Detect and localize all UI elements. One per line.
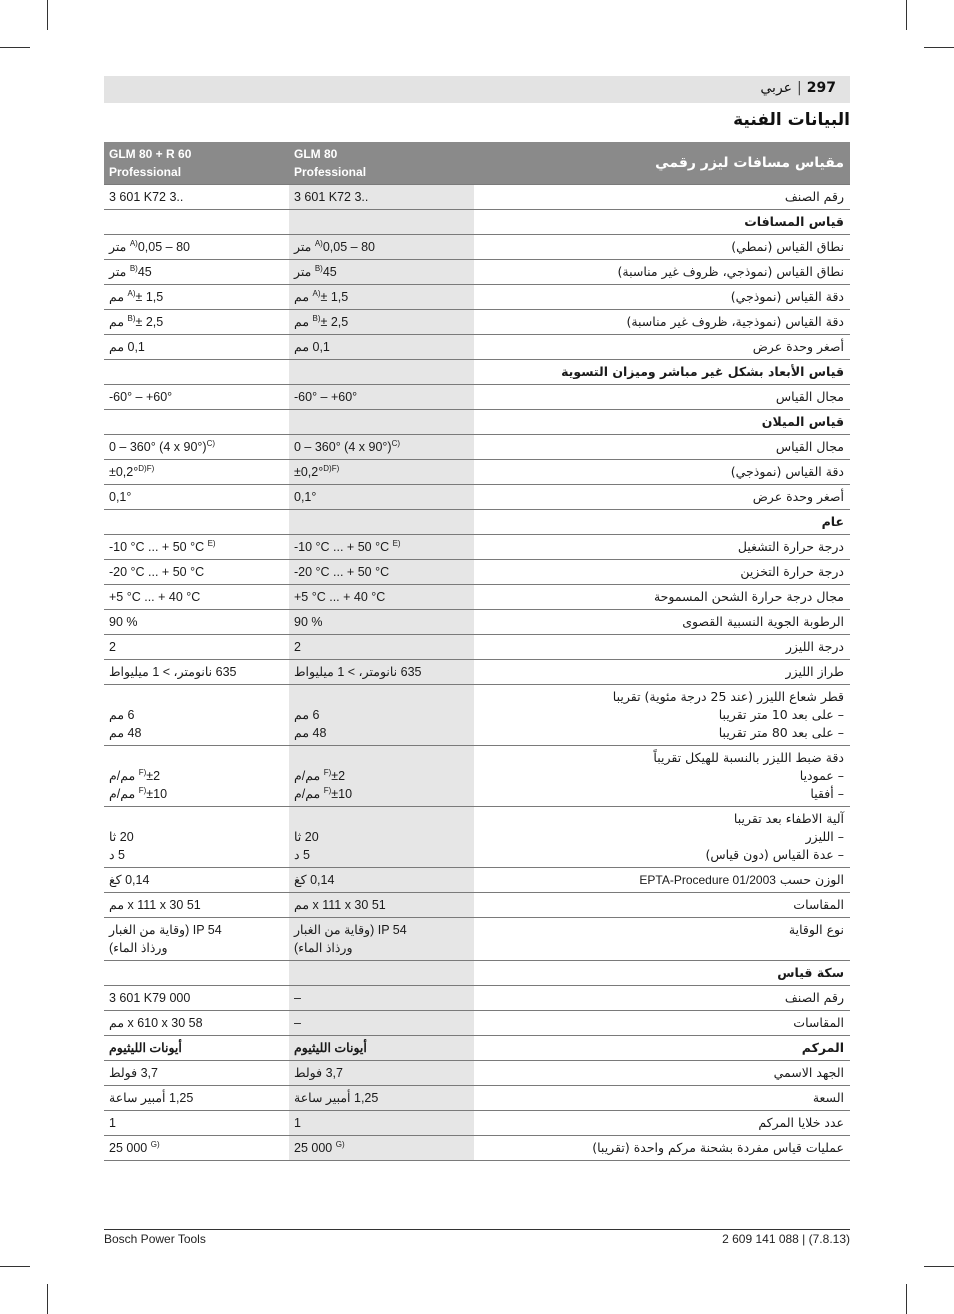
cell-b: $^{B)}$± 2,5 مم bbox=[289, 310, 474, 335]
row-label: دقة القياس (نموذجي) bbox=[474, 285, 850, 310]
row-label: أصغر وحدة عرض bbox=[474, 485, 850, 510]
section-title: قياس المسافات bbox=[474, 210, 850, 235]
cell-b: 0,1° bbox=[289, 485, 474, 510]
cell-b: ±0,2°$^{D)F)}$ bbox=[289, 460, 474, 485]
page-language: عربي bbox=[760, 80, 793, 96]
row-label: آلية الاطفاء بعد تقريبا – الليزر – عدة القياس (دون قياس) bbox=[474, 807, 850, 868]
cell-b: 20 ثا 5 د bbox=[289, 807, 474, 868]
cell-b: 51 x 111 x 30 مم bbox=[289, 893, 474, 918]
row-label: أصغر وحدة عرض bbox=[474, 335, 850, 360]
cell-a: 0 – 360° (4 x 90°)$^{C)}$ bbox=[104, 435, 289, 460]
table-row bbox=[104, 893, 850, 918]
table-row bbox=[104, 560, 850, 585]
section-title: قياس الميلان bbox=[474, 410, 850, 435]
page-number: 297 bbox=[806, 80, 836, 96]
cell-b: 635 نانومتر، > 1 ميليواط bbox=[289, 660, 474, 685]
table-row bbox=[104, 610, 850, 635]
cell-b: 25 000 $^{G)}$ bbox=[289, 1136, 474, 1161]
cell-a: 635 نانومتر، > 1 ميليواط bbox=[104, 660, 289, 685]
row-label: دقة ضبط الليزر بالنسبة للهيكل تقريباً – عموديا – أفقيا bbox=[474, 746, 850, 807]
row-label: الوزن حسب EPTA-Procedure 01/2003 bbox=[474, 868, 850, 893]
row-label: رقم الصنف bbox=[474, 986, 850, 1011]
table-row bbox=[104, 310, 850, 335]
table-row bbox=[104, 535, 850, 560]
section-row bbox=[104, 210, 850, 235]
cell-a: -10 °C ... + 50 °C $^{E)}$ bbox=[104, 535, 289, 560]
section-row bbox=[104, 360, 850, 385]
crop-mark bbox=[924, 47, 954, 48]
row-label: المركم bbox=[474, 1036, 850, 1061]
cell-a: أيونات الليثيوم bbox=[104, 1036, 289, 1061]
row-label: دقة القياس (نموذجي) bbox=[474, 460, 850, 485]
cell-b: $^{F)}$±2 مم/م $^{F)}$±10 مم/م bbox=[289, 746, 474, 807]
cell-a: $^{A)}$± 1,5 مم bbox=[104, 285, 289, 310]
row-label: درجة الليزر bbox=[474, 635, 850, 660]
table-row bbox=[104, 868, 850, 893]
col-a-header: GLM 80 + R 60 Professional bbox=[104, 142, 289, 185]
cell-a: 90 % bbox=[104, 610, 289, 635]
table-row bbox=[104, 185, 850, 210]
table-row bbox=[104, 1011, 850, 1036]
cell-b: أيونات الليثيوم bbox=[289, 1036, 474, 1061]
table-row bbox=[104, 986, 850, 1011]
cell-a: IP 54 (وقاية من الغبار ورذاذ الماء) bbox=[104, 918, 289, 961]
cell-b: 1,25 أمبير ساعة bbox=[289, 1086, 474, 1111]
table-row bbox=[104, 746, 850, 807]
section-title: قياس الأبعاد بشكل غير مباشر وميزان التسوية bbox=[474, 360, 850, 385]
table-row bbox=[104, 1036, 850, 1061]
footer-rule bbox=[104, 1229, 850, 1230]
row-label: دقة القياس (نموذجية، ظروف غير مناسبة) bbox=[474, 310, 850, 335]
cell-a: -60° – +60° bbox=[104, 385, 289, 410]
cell-a: 1,25 أمبير ساعة bbox=[104, 1086, 289, 1111]
cell-a: 6 مم 48 مم bbox=[104, 685, 289, 746]
table-row bbox=[104, 235, 850, 260]
cell-b: 0,1 مم bbox=[289, 335, 474, 360]
cell-a: 3 601 K79 000 bbox=[104, 986, 289, 1011]
cell-b: – bbox=[289, 986, 474, 1011]
table-row bbox=[104, 460, 850, 485]
cell-a: $^{F)}$±2 مم/م $^{F)}$±10 مم/م bbox=[104, 746, 289, 807]
cell-b: 1 bbox=[289, 1111, 474, 1136]
table-row bbox=[104, 435, 850, 460]
cell-a: 20 ثا 5 د bbox=[104, 807, 289, 868]
cell-a: 2 bbox=[104, 635, 289, 660]
table-row bbox=[104, 1111, 850, 1136]
row-label: طراز الليزر bbox=[474, 660, 850, 685]
row-label: رقم الصنف bbox=[474, 185, 850, 210]
section-row bbox=[104, 961, 850, 986]
crop-mark bbox=[47, 0, 48, 30]
row-label: نوع الوقاية bbox=[474, 918, 850, 961]
crop-mark bbox=[906, 0, 907, 30]
cell-a: $^{B)}$45 متر bbox=[104, 260, 289, 285]
cell-a: 3 601 K72 3.. bbox=[104, 185, 289, 210]
footer-doc-number: 2 609 141 088 | (7.8.13) bbox=[722, 1232, 850, 1246]
cell-b: -20 °C ... + 50 °C bbox=[289, 560, 474, 585]
cell-a: $^{B)}$± 2,5 مم bbox=[104, 310, 289, 335]
cell-a: 1 bbox=[104, 1111, 289, 1136]
cell-b: 0,14 كغ bbox=[289, 868, 474, 893]
table-row bbox=[104, 285, 850, 310]
cell-b: 6 مم 48 مم bbox=[289, 685, 474, 746]
table-row bbox=[104, 485, 850, 510]
table-row bbox=[104, 635, 850, 660]
row-label: درجة حرارة التخزين bbox=[474, 560, 850, 585]
row-label: نطاق القياس (نموذجي، ظروف غير مناسبة) bbox=[474, 260, 850, 285]
table-header-row bbox=[104, 142, 850, 185]
row-label: الجهد الاسمي bbox=[474, 1061, 850, 1086]
row-label: الرطوبة الجوية النسبية القصوى bbox=[474, 610, 850, 635]
row-label: نطاق القياس (نمطي) bbox=[474, 235, 850, 260]
footer-brand: Bosch Power Tools bbox=[104, 1232, 206, 1246]
cell-b: +5 °C ... + 40 °C bbox=[289, 585, 474, 610]
table-row bbox=[104, 1136, 850, 1161]
cell-a: -20 °C ... + 50 °C bbox=[104, 560, 289, 585]
table-row bbox=[104, 918, 850, 961]
table-row bbox=[104, 1061, 850, 1086]
cell-a: 25 000 $^{G)}$ bbox=[104, 1136, 289, 1161]
cell-b: $^{A)}$0,05 – 80 متر bbox=[289, 235, 474, 260]
section-title: سكة قياس bbox=[474, 961, 850, 986]
row-label: المقاسات bbox=[474, 1011, 850, 1036]
table-row bbox=[104, 260, 850, 285]
table-row bbox=[104, 335, 850, 360]
row-label: درجة حرارة التشغيل bbox=[474, 535, 850, 560]
table-row bbox=[104, 1086, 850, 1111]
cell-b: 0 – 360° (4 x 90°)$^{C)}$ bbox=[289, 435, 474, 460]
cell-b: – bbox=[289, 1011, 474, 1036]
crop-mark bbox=[906, 1284, 907, 1314]
crop-mark bbox=[47, 1284, 48, 1314]
header-text bbox=[760, 80, 836, 96]
cell-a: 3,7 فولط bbox=[104, 1061, 289, 1086]
cell-b: 2 bbox=[289, 635, 474, 660]
row-label: قطر شعاع الليزر (عند 25 درجة مئوية) تقريبا – على بعد 10 متر تقريبا – على بعد 80 متر تقريبا bbox=[474, 685, 850, 746]
cell-b: $^{A)}$± 1,5 مم bbox=[289, 285, 474, 310]
cell-b: $^{B)}$45 متر bbox=[289, 260, 474, 285]
cell-b: -10 °C ... + 50 °C $^{E)}$ bbox=[289, 535, 474, 560]
cell-a: 51 x 111 x 30 مم bbox=[104, 893, 289, 918]
header-separator: | bbox=[797, 80, 802, 96]
section-title: عام bbox=[474, 510, 850, 535]
cell-a: $^{A)}$0,05 – 80 متر bbox=[104, 235, 289, 260]
cell-a: 58 x 610 x 30 مم bbox=[104, 1011, 289, 1036]
section-row bbox=[104, 510, 850, 535]
cell-a: ±0,2°$^{D)F)}$ bbox=[104, 460, 289, 485]
table-row bbox=[104, 685, 850, 746]
cell-a: 0,1 مم bbox=[104, 335, 289, 360]
row-label: السعة bbox=[474, 1086, 850, 1111]
crop-mark bbox=[0, 47, 30, 48]
page-header bbox=[104, 76, 850, 103]
row-label: عمليات قياس مفردة بشحنة مركم واحدة (تقريبا) bbox=[474, 1136, 850, 1161]
cell-b: 3,7 فولط bbox=[289, 1061, 474, 1086]
table-row bbox=[104, 385, 850, 410]
table-row bbox=[104, 585, 850, 610]
row-label: مجال درجة حرارة الشحن المسموحة bbox=[474, 585, 850, 610]
cell-b: 3 601 K72 3.. bbox=[289, 185, 474, 210]
row-label: المقاسات bbox=[474, 893, 850, 918]
cell-a: +5 °C ... + 40 °C bbox=[104, 585, 289, 610]
crop-mark bbox=[0, 1266, 30, 1267]
col-b-header: GLM 80 Professional bbox=[289, 142, 474, 185]
product-header: مقياس مسافات ليزر رقمي bbox=[474, 142, 850, 185]
row-label: مجال القياس bbox=[474, 385, 850, 410]
cell-a: 0,1° bbox=[104, 485, 289, 510]
spec-table bbox=[104, 142, 850, 1161]
section-row bbox=[104, 410, 850, 435]
table-row bbox=[104, 660, 850, 685]
row-label: مجال القياس bbox=[474, 435, 850, 460]
page-title: البيانات الفنية bbox=[733, 110, 850, 130]
cell-b: 90 % bbox=[289, 610, 474, 635]
crop-mark bbox=[924, 1266, 954, 1267]
row-label: عدد خلايا المركم bbox=[474, 1111, 850, 1136]
cell-b: IP 54 (وقاية من الغبار ورذاذ الماء) bbox=[289, 918, 474, 961]
cell-a: 0,14 كغ bbox=[104, 868, 289, 893]
cell-b: -60° – +60° bbox=[289, 385, 474, 410]
table-row bbox=[104, 807, 850, 868]
